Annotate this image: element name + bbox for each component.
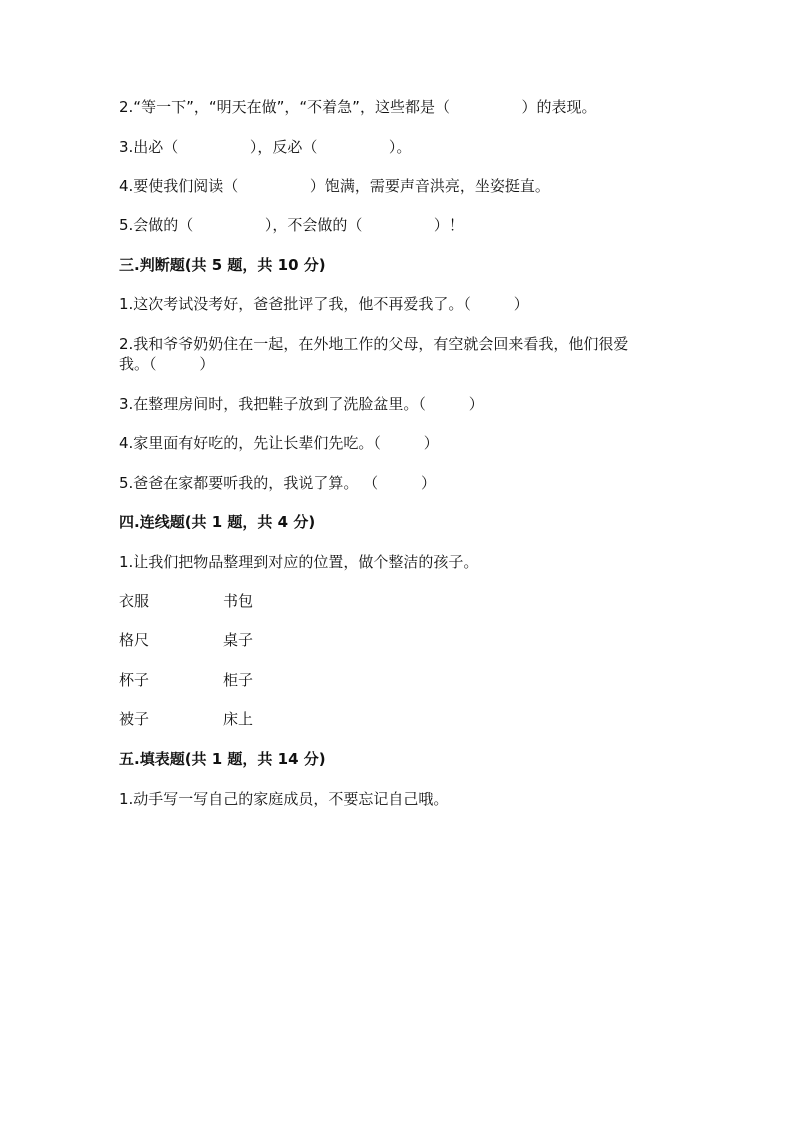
- judge-item-1: 1.这次考试没考好，爸爸批评了我，他不再爱我了。（ ）: [119, 295, 529, 313]
- matching-right-item-3: 柜子: [223, 671, 254, 689]
- matching-right-item-2: 桌子: [223, 631, 254, 649]
- matching-left-item-1: 衣服: [119, 592, 150, 610]
- section-3-heading: 三.判断题(共 5 题，共 10 分): [119, 256, 326, 274]
- fill-blank-item-3: 3.出必（ ），反必（ ）。: [119, 138, 412, 156]
- judge-item-3: 3.在整理房间时，我把鞋子放到了洗脸盆里。（ ）: [119, 395, 484, 413]
- matching-left-item-4: 被子: [119, 710, 150, 728]
- section-4-heading: 四.连线题(共 1 题，共 4 分): [119, 513, 316, 531]
- matching-question: 1.让我们把物品整理到对应的位置，做个整洁的孩子。: [119, 553, 479, 571]
- fill-blank-item-4: 4.要使我们阅读（ ）饱满，需要声音洪亮，坐姿挺直。: [119, 177, 550, 195]
- matching-right-item-4: 床上: [223, 710, 254, 728]
- judge-item-4: 4.家里面有好吃的，先让长辈们先吃。（ ）: [119, 434, 439, 452]
- judge-item-5: 5.爸爸在家都要听我的，我说了算。 （ ）: [119, 474, 436, 492]
- fill-table-question: 1.动手写一写自己的家庭成员，不要忘记自己哦。: [119, 790, 449, 808]
- matching-left-item-2: 格尺: [119, 631, 150, 649]
- fill-blank-item-5: 5.会做的（ ），不会做的（ ）！: [119, 216, 464, 234]
- matching-right-item-1: 书包: [223, 592, 254, 610]
- judge-item-2-line-2: 我。（ ）: [119, 355, 215, 373]
- section-5-heading: 五.填表题(共 1 题，共 14 分): [119, 750, 326, 768]
- matching-left-item-3: 杯子: [119, 671, 150, 689]
- judge-item-2-line-1: 2.我和爷爷奶奶住在一起，在外地工作的父母，有空就会回来看我，他们很爱: [119, 335, 629, 353]
- fill-blank-item-2: 2.“等一下”，“明天在做”，“不着急”，这些都是（ ）的表现。: [119, 98, 597, 116]
